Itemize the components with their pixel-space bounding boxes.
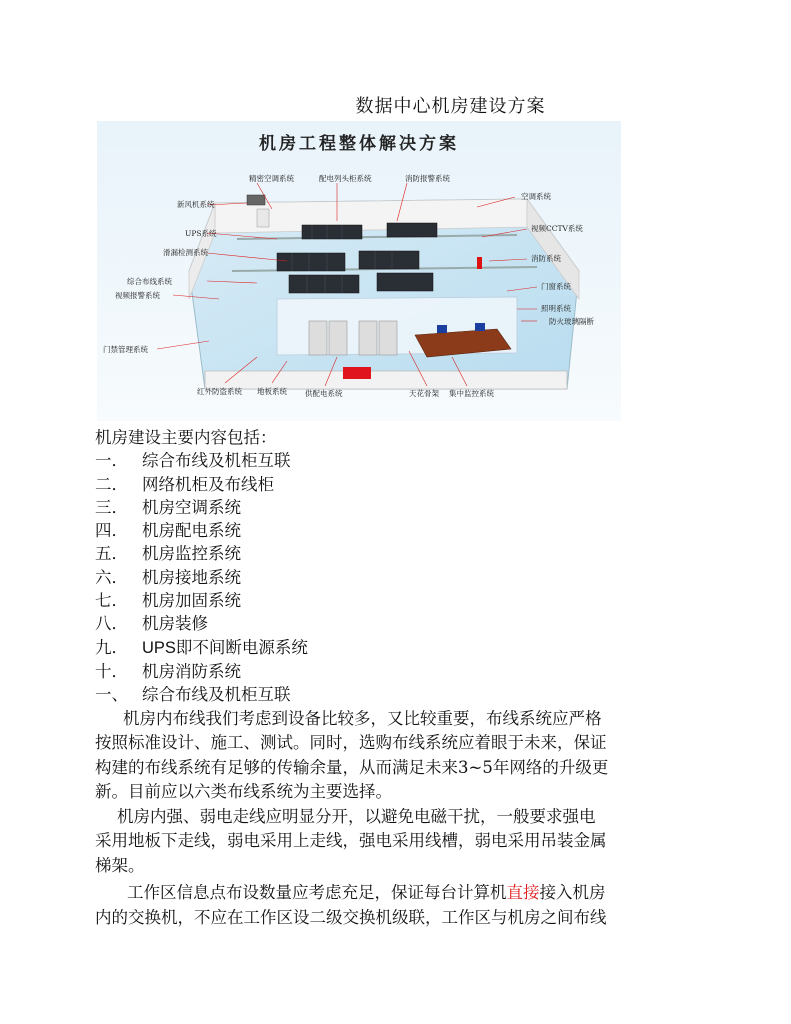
paragraph-line: 新。目前应以六类布线系统为主要选择。: [95, 782, 392, 802]
section-title: 综合布线及机柜互联: [142, 685, 291, 705]
label-ceiling: 天花骨架: [409, 389, 439, 398]
paragraph-line: 梯架。: [95, 855, 145, 875]
list-text: 机房加固系统: [142, 591, 241, 611]
list-number: 二．: [95, 474, 128, 494]
list-number: 九．: [95, 637, 128, 657]
list-text: 机房装修: [142, 614, 208, 634]
list-number: 六．: [95, 567, 128, 587]
figure-title: 机房工程整体解决方案: [259, 134, 459, 154]
list-item: [95, 566, 705, 589]
list-item: [95, 589, 705, 612]
list-item: [95, 473, 705, 496]
list-item: [95, 449, 705, 472]
section-number: 一、: [95, 685, 128, 705]
paragraph-3: [95, 881, 705, 930]
paragraph-text: 机房内强、弱电走线应明显分开，以避免电磁干扰，一般要求强电: [117, 806, 596, 826]
label-leak-detect: 滑漏检测系统: [163, 248, 208, 257]
label-power-cabinet: 配电列头柜系统: [319, 174, 372, 183]
list-text: 机房配电系统: [142, 521, 241, 541]
label-infrared: 红外防盗系统: [197, 387, 242, 396]
list-number: 五．: [95, 544, 128, 564]
list-number: 四．: [95, 521, 128, 541]
list-number: 三．: [95, 497, 128, 517]
list-number: 一．: [95, 451, 128, 471]
datacenter-illustration: [97, 121, 621, 421]
label-cctv: 视频CCTV系统: [531, 224, 583, 233]
label-power-supply: 供配电系统: [305, 389, 343, 398]
intro-text: 机房建设主要内容包括：: [95, 428, 277, 447]
list-item: [95, 519, 705, 542]
label-ups: UPS系统: [185, 229, 217, 238]
label-precision-ac: 精密空调系统: [249, 174, 294, 183]
label-central-monitor: 集中监控系统: [449, 389, 494, 398]
list-item: [95, 636, 705, 660]
datacenter-drawing: [97, 121, 621, 421]
list-text: 机房接地系统: [142, 567, 241, 587]
paragraph-2: [95, 805, 705, 879]
label-fire-alarm: 消防报警系统: [405, 174, 450, 183]
list-text: UPS即不间断电源系统: [142, 638, 308, 657]
label-cabling: 综合布线系统: [127, 277, 172, 286]
paragraph-line: [95, 805, 705, 830]
list-number: 十．: [95, 661, 128, 681]
label-floor: 地板系统: [257, 387, 287, 396]
list-item: [95, 660, 705, 683]
label-fire-fighting: 消防系统: [531, 254, 561, 263]
paragraph-1: [95, 707, 705, 805]
list-text: 机房空调系统: [142, 497, 241, 517]
list-item: [95, 496, 705, 519]
label-fresh-air: 新风机系统: [177, 200, 215, 209]
paragraph-text: 接入机房: [539, 883, 606, 903]
label-lighting: 照明系统: [541, 304, 571, 313]
label-access-control: 门禁管理系统: [103, 345, 148, 354]
document-body: [95, 426, 705, 930]
list-item: [95, 612, 705, 635]
paragraph-line: 内的交换机，不应在工作区设二级交换机级联，工作区与机房之间布线: [95, 907, 607, 927]
label-video-alarm: 视频报警系统: [115, 291, 160, 300]
paragraph-line: 构建的布线系统有足够的传输余量，从而满足未来3~5年网络的升级更: [95, 757, 609, 777]
list-number: 八．: [95, 614, 128, 634]
paragraph-line: 采用地板下走线，弱电采用上走线，强电采用线槽，弱电采用吊装金属: [95, 831, 607, 851]
paragraph-text: 工作区信息点布设数量应考虑充足，保证每台计算机: [127, 883, 507, 903]
highlighted-text: 直接: [506, 883, 540, 903]
label-door-window: 门窗系统: [541, 282, 571, 291]
list-text: 机房消防系统: [142, 661, 241, 681]
list-text: 综合布线及机柜互联: [142, 451, 291, 471]
list-item: [95, 542, 705, 565]
paragraph-text: 机房内布线我们考虑到设备比较多，又比较重要，布线系统应严格: [123, 708, 602, 728]
paragraph-line: [95, 707, 705, 732]
label-fire-glass: 防火玻璃隔断: [549, 317, 594, 326]
section-heading: [95, 683, 705, 706]
label-air-conditioning: 空调系统: [521, 192, 551, 201]
list-text: 机房监控系统: [142, 544, 241, 564]
paragraph-line: 按照标准设计、施工、测试。同时，选购布线系统应着眼于未来，保证: [95, 733, 607, 753]
document-title: 数据中心机房建设方案: [355, 96, 546, 117]
list-text: 网络机柜及布线柜: [142, 474, 274, 494]
list-number: 七．: [95, 591, 128, 611]
paragraph-line: [95, 881, 705, 906]
